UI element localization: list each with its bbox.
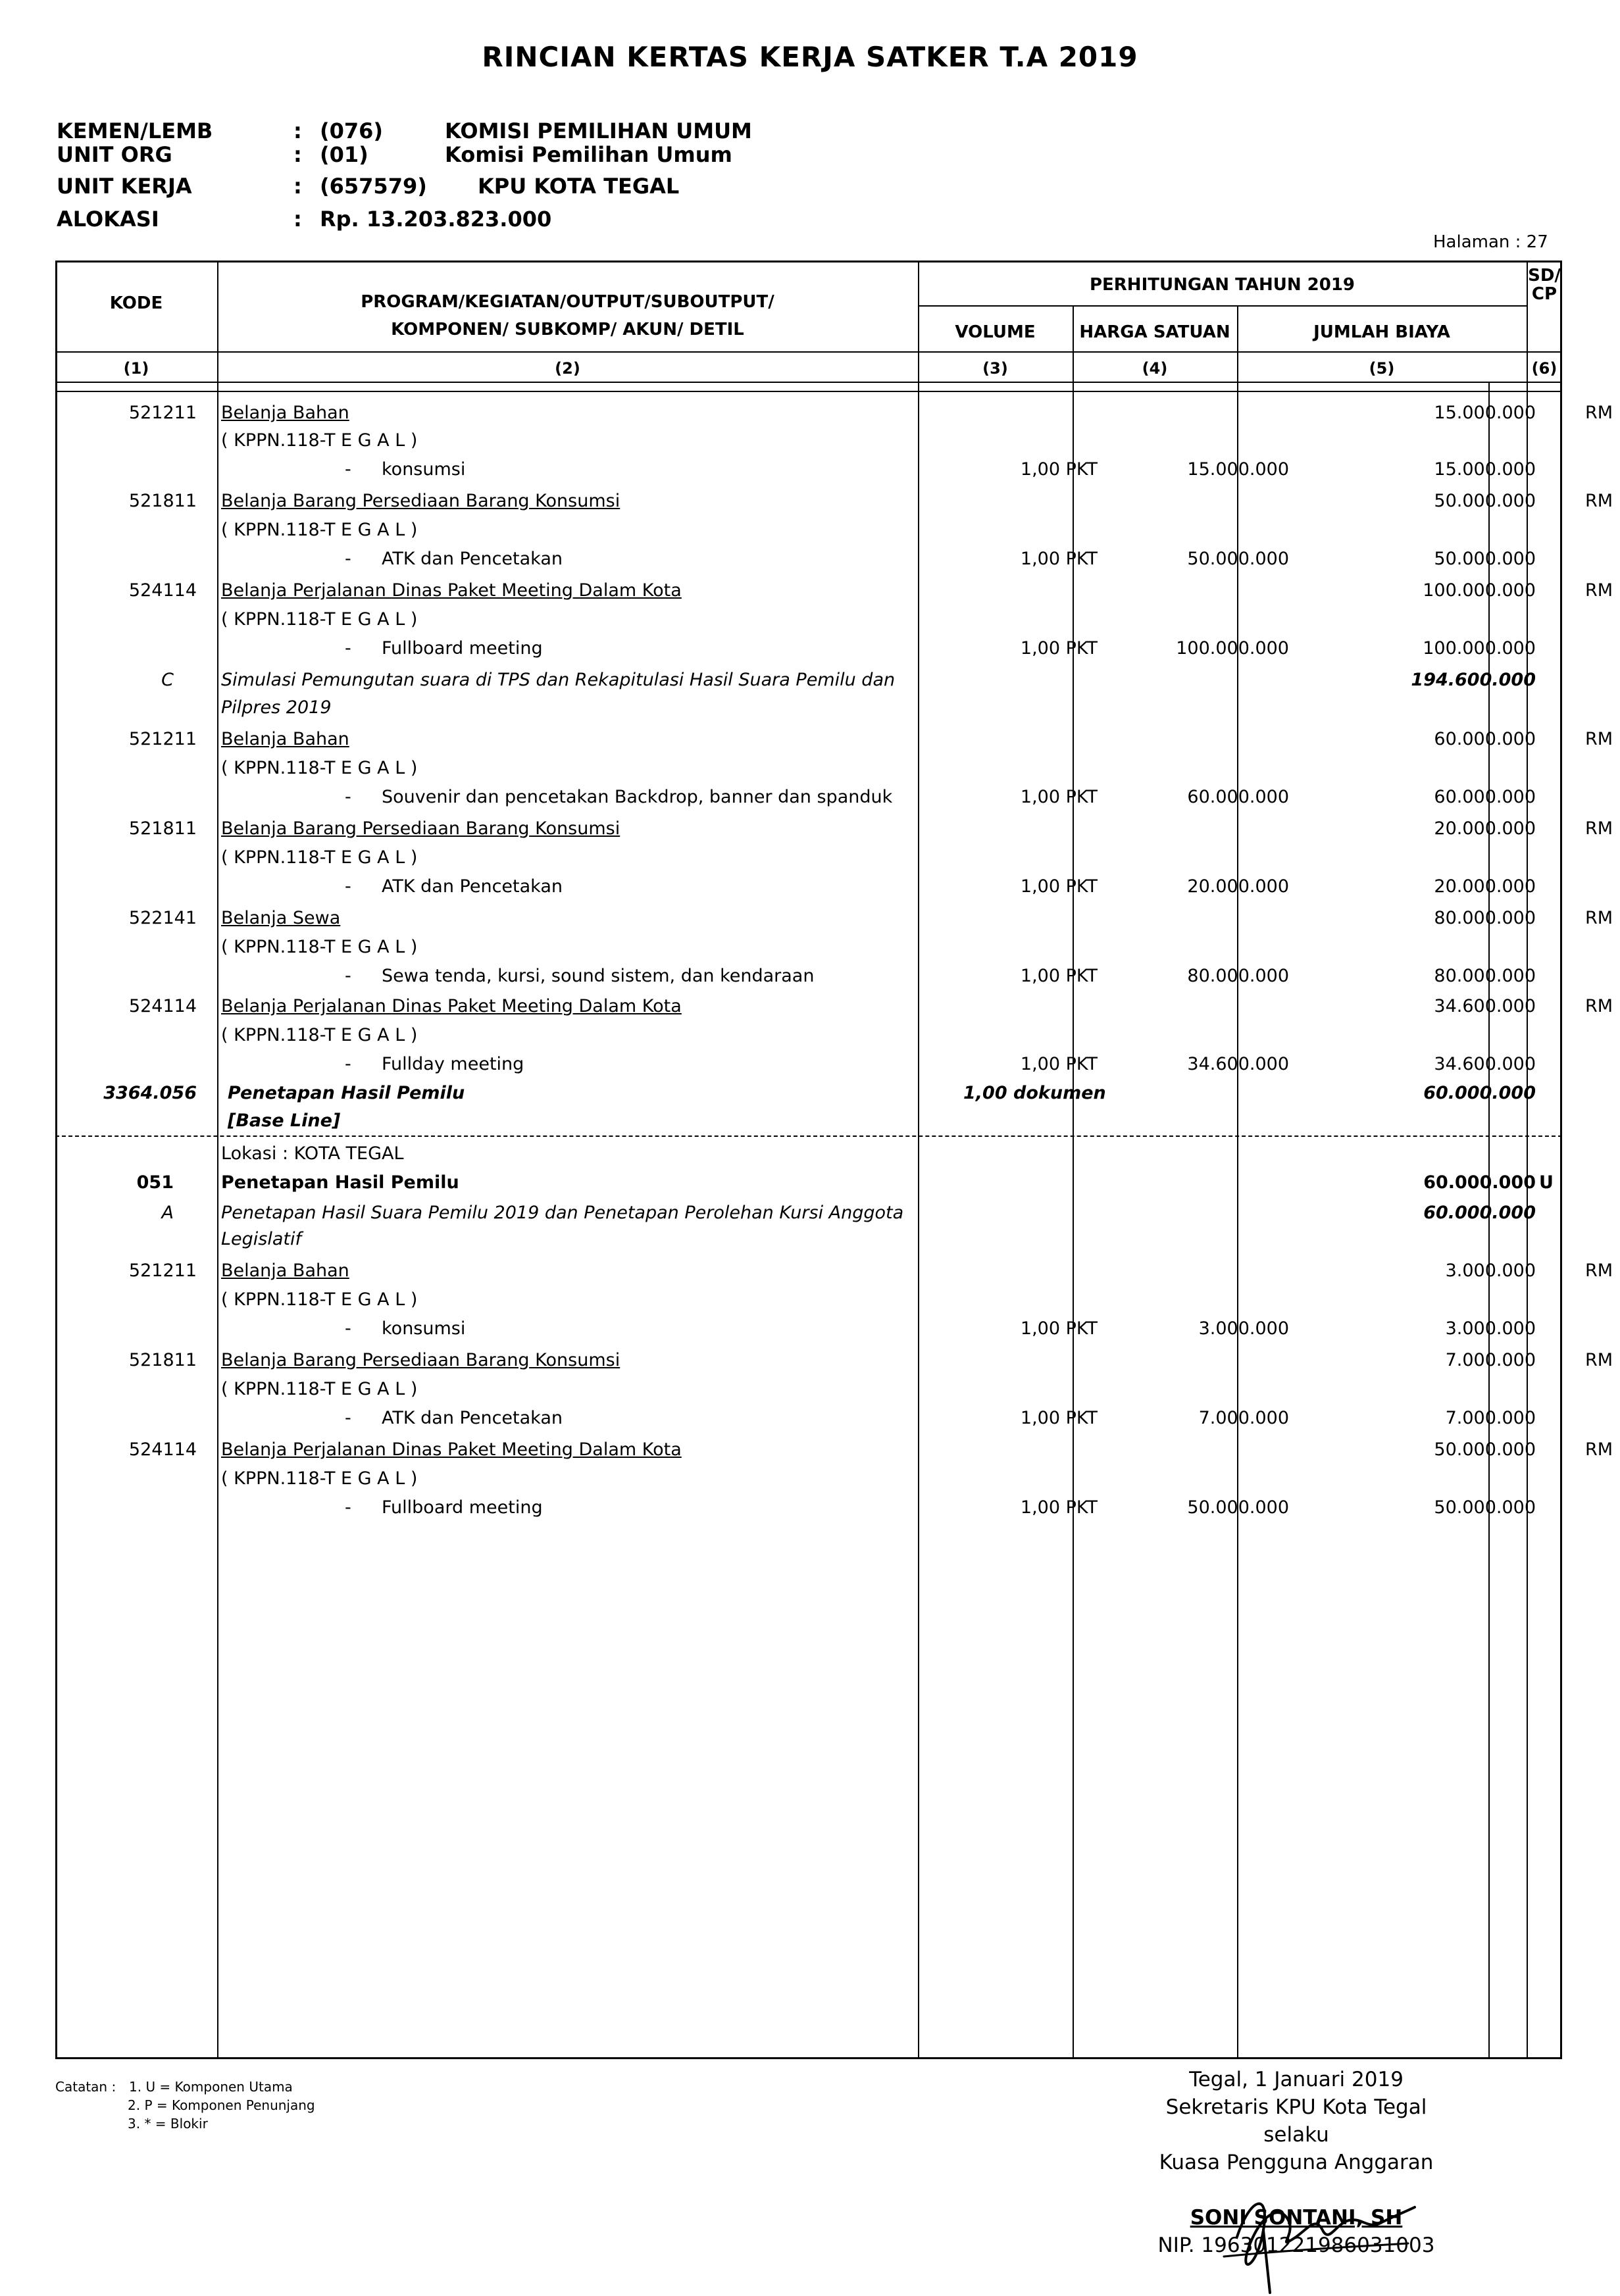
row-uraian: [Base Line]: [228, 1111, 341, 1131]
row-jumlah: 34.600.000: [1434, 996, 1536, 1016]
row-volume: 1,00 PKT: [1020, 1408, 1098, 1428]
row-jumlah: 50.000.000: [1434, 1439, 1536, 1460]
table-row: [55, 966, 1562, 992]
row-harga: 50.000.000: [1187, 1497, 1289, 1518]
table-row: [55, 937, 1562, 963]
row-uraian: Legislatif: [221, 1229, 302, 1249]
row-volume: 1,00 PKT: [1020, 459, 1098, 480]
row-harga: 80.000.000: [1187, 966, 1289, 986]
row-uraian: Pilpres 2019: [221, 697, 332, 718]
section-divider: [55, 1136, 1562, 1137]
row-uraian: Belanja Bahan: [221, 729, 349, 749]
col-number-1: (1): [123, 359, 149, 378]
signature-place-date: Tegal, 1 Januari 2019: [1189, 2068, 1404, 2091]
row-sd: RM: [1585, 580, 1613, 601]
table-row: [55, 996, 1613, 1022]
table-row: [55, 1260, 1613, 1287]
row-volume: 1,00 dokumen: [963, 1083, 1106, 1103]
handwritten-signature: [1211, 2138, 1421, 2296]
row-uraian: Belanja Barang Persediaan Barang Konsumsi: [221, 1350, 620, 1370]
row-jumlah: 60.000.000: [1423, 1083, 1536, 1103]
table-row: [55, 1083, 1562, 1109]
row-harga: 20.000.000: [1187, 876, 1289, 897]
row-sd: RM: [1585, 996, 1613, 1016]
table-row: [55, 580, 1613, 607]
row-kode: 524114: [128, 580, 197, 601]
row-uraian: ( KPPN.118-T E G A L ): [221, 1379, 418, 1399]
row-jumlah: 80.000.000: [1434, 966, 1536, 986]
row-volume: 1,00 PKT: [1020, 1054, 1098, 1074]
row-kode: 051: [136, 1172, 174, 1193]
row-bullet: -: [345, 549, 351, 569]
unit-kerja-colon: :: [293, 174, 302, 199]
row-uraian: Penetapan Hasil Pemilu: [228, 1083, 465, 1103]
th-sdcp-line2: CP: [1531, 284, 1557, 304]
row-uraian: ( KPPN.118-T E G A L ): [221, 1025, 418, 1045]
footnote-item: 1. U = Komponen Utama: [129, 2079, 293, 2095]
row-flag: U: [1539, 1172, 1554, 1193]
row-jumlah: 194.600.000: [1411, 670, 1536, 690]
th-harga: HARGA SATUAN: [1079, 322, 1230, 342]
row-sd: RM: [1585, 491, 1613, 511]
row-harga: 3.000.000: [1198, 1318, 1289, 1339]
row-jumlah: 60.000.000: [1423, 1203, 1536, 1223]
page-number: Halaman : 27: [1433, 232, 1548, 252]
row-uraian: Belanja Perjalanan Dinas Paket Meeting Dalam Kota: [221, 996, 682, 1016]
table-row: [55, 609, 1562, 636]
row-detil: Souvenir dan pencetakan Backdrop, banner dan spanduk: [382, 787, 893, 807]
row-harga: 34.600.000: [1187, 1054, 1289, 1074]
row-jumlah: 100.000.000: [1423, 580, 1536, 601]
row-sd: RM: [1585, 403, 1613, 423]
document-title: RINCIAN KERTAS KERJA SATKER T.A 2019: [482, 41, 1138, 73]
row-sd: RM: [1585, 1350, 1613, 1370]
header-divider: [918, 305, 1527, 307]
kemen-label: KEMEN/LEMB: [57, 118, 213, 143]
alokasi-label: ALOKASI: [57, 207, 159, 232]
table-row: [55, 1379, 1562, 1405]
th-kode: KODE: [109, 293, 163, 313]
row-bullet: -: [345, 1054, 351, 1074]
row-sd: RM: [1585, 729, 1613, 749]
row-detil: Fullboard meeting: [382, 1497, 543, 1518]
row-uraian: Belanja Perjalanan Dinas Paket Meeting Dalam Kota: [221, 580, 682, 601]
table-row: [55, 1497, 1562, 1524]
row-detil: ATK dan Pencetakan: [382, 549, 563, 569]
signature-role: Kuasa Pengguna Anggaran: [1159, 2151, 1434, 2174]
unit-org-code: (01): [320, 142, 368, 167]
row-jumlah: 20.000.000: [1434, 818, 1536, 839]
row-detil: konsumsi: [382, 1318, 466, 1339]
row-harga: 15.000.000: [1187, 459, 1289, 480]
row-uraian: ( KPPN.118-T E G A L ): [221, 937, 418, 957]
th-volume: VOLUME: [955, 322, 1036, 342]
row-jumlah: 60.000.000: [1434, 787, 1536, 807]
row-harga: 7.000.000: [1198, 1408, 1289, 1428]
row-uraian: Belanja Barang Persediaan Barang Konsumsi: [221, 818, 620, 839]
row-jumlah: 60.000.000: [1423, 1172, 1536, 1193]
row-volume: 1,00 PKT: [1020, 549, 1098, 569]
row-uraian: Belanja Bahan: [221, 1260, 349, 1281]
signature-role: Sekretaris KPU Kota Tegal: [1165, 2095, 1427, 2119]
row-bullet: -: [345, 787, 351, 807]
table-row: [55, 1408, 1562, 1434]
table-row: [55, 1229, 1562, 1255]
table-row: [55, 1289, 1562, 1316]
kemen-code: (076): [320, 118, 384, 143]
table-row: [55, 876, 1562, 903]
row-jumlah: 3.000.000: [1445, 1318, 1536, 1339]
row-jumlah: 3.000.000: [1445, 1260, 1536, 1281]
table-row: [55, 638, 1562, 664]
th-jumlah: JUMLAH BIAYA: [1313, 322, 1450, 342]
row-sd: RM: [1585, 1439, 1613, 1460]
row-detil: Fullday meeting: [382, 1054, 524, 1074]
row-bullet: -: [345, 638, 351, 659]
footnotes-label: Catatan :: [55, 2079, 116, 2095]
row-kode: 521811: [128, 491, 197, 511]
row-uraian: ( KPPN.118-T E G A L ): [221, 609, 418, 630]
row-volume: 1,00 PKT: [1020, 787, 1098, 807]
col-number-5: (5): [1369, 359, 1395, 378]
table-row: [55, 818, 1613, 845]
signatory-nip: NIP. 196301221986031003: [1157, 2234, 1435, 2257]
table-row: [55, 1143, 1562, 1170]
row-kode: 521211: [128, 1260, 197, 1281]
row-harga: 100.000.000: [1176, 638, 1289, 659]
row-kode: 524114: [128, 996, 197, 1016]
table-row: [55, 847, 1562, 874]
row-uraian: Belanja Barang Persediaan Barang Konsumsi: [221, 491, 620, 511]
row-volume: 1,00 PKT: [1020, 966, 1098, 986]
row-detil: ATK dan Pencetakan: [382, 876, 563, 897]
footnote-item: 3. * = Blokir: [128, 2116, 208, 2132]
header-divider: [55, 351, 1562, 353]
table-row: [55, 1468, 1562, 1495]
row-kode: 521811: [128, 818, 197, 839]
row-volume: 1,00 PKT: [1020, 1497, 1098, 1518]
row-uraian: Penetapan Hasil Pemilu: [221, 1172, 459, 1193]
row-jumlah: 20.000.000: [1434, 876, 1536, 897]
row-uraian: Belanja Perjalanan Dinas Paket Meeting Dalam Kota: [221, 1439, 682, 1460]
table-row: [55, 729, 1613, 755]
footnote-item: 2. P = Komponen Penunjang: [128, 2097, 315, 2113]
row-detil: Sewa tenda, kursi, sound sistem, dan kendaraan: [382, 966, 815, 986]
row-bullet: -: [345, 459, 351, 480]
row-jumlah: 50.000.000: [1434, 549, 1536, 569]
table-row: [55, 1054, 1562, 1080]
table-row: [55, 459, 1562, 486]
th-program-line2: KOMPONEN/ SUBKOMP/ AKUN/ DETIL: [391, 320, 744, 339]
table-row: [55, 908, 1613, 934]
row-bullet: -: [345, 966, 351, 986]
col-number-3: (3): [982, 359, 1008, 378]
row-jumlah: 80.000.000: [1434, 908, 1536, 928]
alokasi-value: Rp. 13.203.823.000: [320, 207, 552, 232]
row-jumlah: 15.000.000: [1434, 403, 1536, 423]
table-row: [55, 403, 1613, 429]
row-harga: 60.000.000: [1187, 787, 1289, 807]
row-harga: 50.000.000: [1187, 549, 1289, 569]
row-jumlah: 50.000.000: [1434, 1497, 1536, 1518]
row-detil: Fullboard meeting: [382, 638, 543, 659]
col-number-2: (2): [555, 359, 580, 378]
unit-kerja-name: KPU KOTA TEGAL: [478, 174, 680, 199]
kemen-name: KOMISI PEMILIHAN UMUM: [445, 118, 752, 143]
row-kode: 522141: [128, 908, 197, 928]
row-uraian: Simulasi Pemungutan suara di TPS dan Rekapitulasi Hasil Suara Pemilu dan: [221, 670, 896, 690]
table-row: [55, 1172, 1562, 1199]
header-divider: [55, 382, 1562, 383]
unit-kerja-code: (657579): [320, 174, 427, 199]
row-uraian: ( KPPN.118-T E G A L ): [221, 847, 418, 868]
table-row: [55, 1350, 1613, 1376]
row-detil: ATK dan Pencetakan: [382, 1408, 563, 1428]
col-number-4: (4): [1142, 359, 1168, 378]
unit-org-label: UNIT ORG: [57, 142, 172, 167]
table-row: [55, 1439, 1613, 1466]
row-sd: RM: [1585, 818, 1613, 839]
row-sd: RM: [1585, 1260, 1613, 1281]
table-row: [55, 1025, 1562, 1051]
row-kode: A: [161, 1203, 174, 1223]
table-row: [55, 520, 1562, 546]
header-divider: [55, 391, 1562, 392]
row-uraian: Lokasi : KOTA TEGAL: [221, 1143, 404, 1164]
row-uraian: ( KPPN.118-T E G A L ): [221, 1289, 418, 1310]
signatory-name: SONI SONTANI, SH: [1190, 2206, 1403, 2230]
row-jumlah: 7.000.000: [1445, 1350, 1536, 1370]
row-kode: 524114: [128, 1439, 197, 1460]
row-kode: 521211: [128, 729, 197, 749]
row-jumlah: 100.000.000: [1423, 638, 1536, 659]
row-uraian: ( KPPN.118-T E G A L ): [221, 430, 418, 451]
row-kode: 3364.056: [103, 1083, 197, 1103]
row-uraian: Penetapan Hasil Suara Pemilu 2019 dan Penetapan Perolehan Kursi Anggota: [221, 1203, 904, 1223]
table-row: [55, 787, 1562, 813]
row-volume: 1,00 PKT: [1020, 876, 1098, 897]
row-bullet: -: [345, 876, 351, 897]
row-kode: C: [161, 670, 174, 690]
table-row: [55, 430, 1562, 457]
row-uraian: ( KPPN.118-T E G A L ): [221, 758, 418, 778]
table-row: [55, 670, 1562, 696]
row-uraian: Belanja Bahan: [221, 403, 349, 423]
row-jumlah: 15.000.000: [1434, 459, 1536, 480]
unit-kerja-label: UNIT KERJA: [57, 174, 192, 199]
row-uraian: ( KPPN.118-T E G A L ): [221, 520, 418, 540]
row-volume: 1,00 PKT: [1020, 638, 1098, 659]
row-bullet: -: [345, 1497, 351, 1518]
row-volume: 1,00 PKT: [1020, 1318, 1098, 1339]
col-number-6: (6): [1531, 359, 1557, 378]
table-row: [55, 1111, 1562, 1137]
kemen-colon: :: [293, 118, 302, 143]
row-jumlah: 34.600.000: [1434, 1054, 1536, 1074]
row-uraian: Belanja Sewa: [221, 908, 341, 928]
table-row: [55, 549, 1562, 575]
table-row: [55, 1203, 1562, 1229]
table-row: [55, 491, 1613, 517]
alokasi-colon: :: [293, 207, 302, 232]
row-detil: konsumsi: [382, 459, 466, 480]
signature-role: selaku: [1263, 2123, 1329, 2147]
unit-org-colon: :: [293, 142, 302, 167]
row-bullet: -: [345, 1408, 351, 1428]
row-jumlah: 7.000.000: [1445, 1408, 1536, 1428]
unit-org-name: Komisi Pemilihan Umum: [445, 142, 732, 167]
row-kode: 521211: [128, 403, 197, 423]
row-jumlah: 60.000.000: [1434, 729, 1536, 749]
row-uraian: ( KPPN.118-T E G A L ): [221, 1468, 418, 1489]
row-kode: 521811: [128, 1350, 197, 1370]
table-row: [55, 1318, 1562, 1345]
th-perhitungan: PERHITUNGAN TAHUN 2019: [1089, 275, 1355, 295]
row-jumlah: 50.000.000: [1434, 491, 1536, 511]
th-sdcp-line1: SD/: [1528, 266, 1561, 286]
th-program-line1: PROGRAM/KEGIATAN/OUTPUT/SUBOUTPUT/: [361, 292, 774, 312]
table-row: [55, 697, 1562, 724]
row-bullet: -: [345, 1318, 351, 1339]
row-sd: RM: [1585, 908, 1613, 928]
table-row: [55, 758, 1562, 784]
